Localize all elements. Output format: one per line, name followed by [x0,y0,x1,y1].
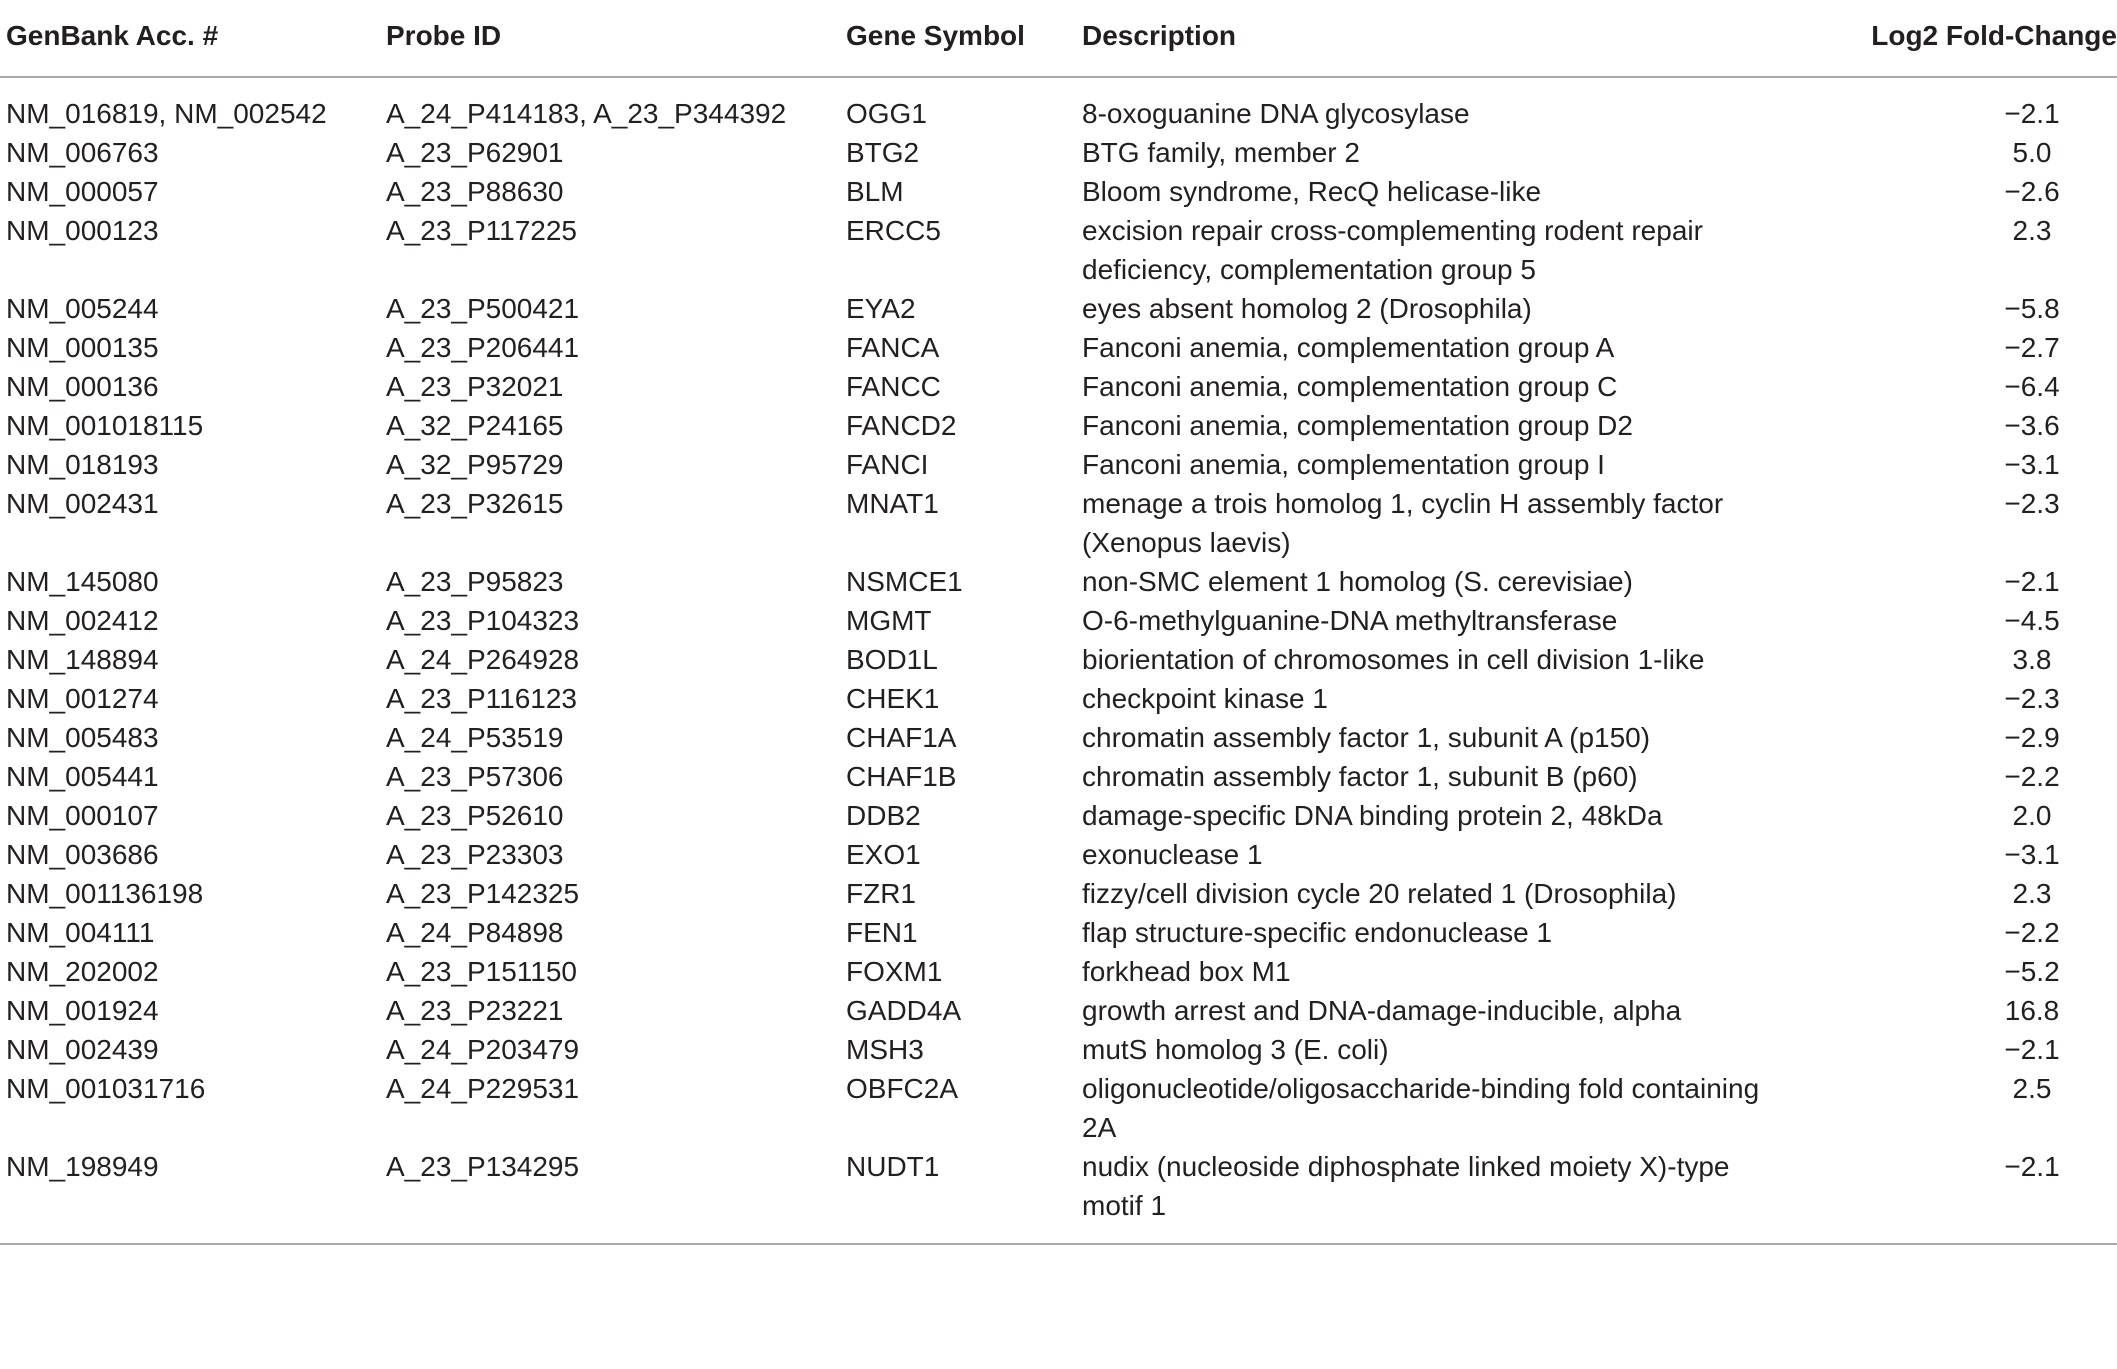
cell-accession: NM_003686 [6,839,159,870]
cell-description: oligonucleotide/oligosaccharide-binding fold containing 2A [1082,1073,1760,1143]
cell-gene-symbol: FOXM1 [846,956,943,987]
cell-probe-id: A_23_P500421 [386,293,580,324]
cell-accession: NM_002412 [6,605,159,636]
cell-gene-symbol: OBFC2A [846,1073,959,1104]
cell-fold-change: −6.4 [2004,371,2060,402]
cell-gene-symbol: FEN1 [846,917,918,948]
cell-probe-id: A_23_P117225 [386,215,577,246]
cell-probe-id: A_23_P151150 [386,956,577,987]
header-gene-symbol: Gene Symbol [840,0,1076,77]
cell-fold-change: 5.0 [2012,137,2052,168]
cell-gene-symbol: FANCC [846,371,941,402]
table-row [0,718,2117,757]
cell-description: damage-specific DNA binding protein 2, 48kDa [1082,800,1663,831]
cell-description: 8-oxoguanine DNA glycosylase [1082,98,1470,129]
header-description: Description [1076,0,1827,77]
cell-accession: NM_001136198 [6,878,204,909]
table-row [0,1069,2117,1147]
cell-accession: NM_016819, NM_002542 [6,98,327,129]
cell-fold-change: −5.2 [2004,956,2060,987]
cell-accession: NM_000135 [6,332,159,363]
cell-probe-id: A_23_P116123 [386,683,577,714]
cell-gene-symbol: EXO1 [846,839,921,870]
cell-fold-change: −2.3 [2004,683,2060,714]
table-row [0,289,2117,328]
cell-description: excision repair cross-complementing rodent repair deficiency, complementation group 5 [1082,215,1703,285]
cell-probe-id: A_23_P32615 [386,488,564,519]
table-row [0,640,2117,679]
cell-description: non-SMC element 1 homolog (S. cerevisiae) [1082,566,1633,597]
table-row [0,991,2117,1030]
header-row [0,0,2117,77]
table-row [0,796,2117,835]
cell-probe-id: A_23_P104323 [386,605,580,636]
cell-probe-id: A_23_P32021 [386,371,564,402]
cell-description: Fanconi anemia, complementation group C [1082,371,1618,402]
cell-gene-symbol: BOD1L [846,644,938,675]
cell-fold-change: −2.7 [2004,332,2060,363]
cell-gene-symbol: NUDT1 [840,1147,1076,1244]
cell-accession: NM_148894 [6,644,159,675]
cell-description: Fanconi anemia, complementation group I [1082,449,1605,480]
cell-probe-id: A_23_P134295 [380,1147,840,1244]
cell-fold-change: 3.8 [2012,644,2052,675]
table-row [0,211,2117,289]
cell-probe-id: A_24_P229531 [386,1073,580,1104]
cell-fold-change: 2.5 [2012,1073,2052,1104]
cell-description: nudix (nucleoside diphosphate linked moiety X)-type motif 1 [1076,1147,1827,1244]
cell-description: menage a trois homolog 1, cyclin H assembly factor (Xenopus laevis) [1082,488,1724,558]
cell-probe-id: A_23_P95823 [386,566,564,597]
cell-probe-id: A_23_P23221 [386,995,564,1026]
cell-fold-change: −2.1 [2004,566,2060,597]
cell-probe-id: A_24_P53519 [386,722,564,753]
cell-fold-change: −2.6 [2004,176,2060,207]
cell-description: growth arrest and DNA-damage-inducible, alpha [1082,995,1682,1026]
cell-gene-symbol: FZR1 [846,878,916,909]
cell-fold-change: 2.0 [2012,800,2052,831]
cell-probe-id: A_23_P52610 [386,800,564,831]
table-row [0,601,2117,640]
cell-fold-change: −5.8 [2004,293,2060,324]
cell-gene-symbol: OGG1 [846,98,927,129]
table-row [0,913,2117,952]
cell-fold-change: −2.2 [2004,917,2060,948]
cell-description: checkpoint kinase 1 [1082,683,1328,714]
cell-accession: NM_005244 [6,293,159,324]
cell-gene-symbol: FANCD2 [846,410,957,441]
table-row [0,679,2117,718]
cell-accession: NM_001924 [6,995,159,1026]
cell-fold-change: −2.1 [2004,1034,2060,1065]
cell-description: Fanconi anemia, complementation group A [1082,332,1615,363]
cell-fold-change: −3.1 [2004,449,2060,480]
cell-description: fizzy/cell division cycle 20 related 1 (Drosophila) [1082,878,1677,909]
cell-probe-id: A_23_P206441 [386,332,580,363]
cell-accession: NM_018193 [6,449,159,480]
cell-gene-symbol: MSH3 [846,1034,924,1065]
cell-gene-symbol: MGMT [846,605,932,636]
cell-accession: NM_001031716 [6,1073,206,1104]
table-row [0,1147,2117,1244]
cell-fold-change: −3.1 [2004,839,2060,870]
cell-accession: NM_005441 [6,761,159,792]
cell-fold-change: −2.9 [2004,722,2060,753]
cell-gene-symbol: MNAT1 [846,488,939,519]
cell-gene-symbol: CHAF1A [846,722,957,753]
cell-probe-id: A_24_P264928 [386,644,580,675]
table-row [0,562,2117,601]
cell-probe-id: A_32_P95729 [386,449,564,480]
table-row [0,952,2117,991]
cell-accession: NM_002431 [6,488,159,519]
cell-accession: NM_202002 [6,956,159,987]
cell-description: biorientation of chromosomes in cell division 1-like [1082,644,1705,675]
cell-gene-symbol: GADD4A [846,995,962,1026]
cell-accession: NM_002439 [6,1034,159,1065]
cell-fold-change: −2.1 [2004,98,2060,129]
table-row [0,367,2117,406]
cell-gene-symbol: BTG2 [846,137,920,168]
cell-description: O-6-methylguanine-DNA methyltransferase [1082,605,1618,636]
cell-accession: NM_000057 [6,176,159,207]
cell-accession: NM_001018115 [6,410,204,441]
table-row [0,835,2117,874]
cell-probe-id: A_23_P142325 [386,878,580,909]
cell-probe-id: A_24_P414183, A_23_P344392 [386,98,787,129]
table-row [0,1030,2117,1069]
cell-fold-change: 16.8 [2004,995,2060,1026]
cell-accession: NM_145080 [6,566,159,597]
table-row [0,172,2117,211]
table-row [0,874,2117,913]
header-accession: GenBank Acc. # [0,0,380,77]
cell-gene-symbol: EYA2 [846,293,916,324]
header-fold-change: Log2 Fold-Change [1827,0,2117,77]
header-probe-id: Probe ID [380,0,840,77]
table-header [0,0,2117,77]
cell-accession: NM_000107 [6,800,159,831]
table-row [0,77,2117,133]
cell-probe-id: A_23_P57306 [386,761,564,792]
cell-gene-symbol: BLM [846,176,904,207]
cell-fold-change: −3.6 [2004,410,2060,441]
cell-fold-change: −2.1 [1827,1147,2117,1244]
cell-accession: NM_005483 [6,722,159,753]
cell-description: exonuclease 1 [1082,839,1263,870]
cell-probe-id: A_32_P24165 [386,410,564,441]
cell-probe-id: A_23_P62901 [386,137,564,168]
cell-fold-change: −2.2 [2004,761,2060,792]
cell-description: Bloom syndrome, RecQ helicase-like [1082,176,1542,207]
cell-gene-symbol: ERCC5 [846,215,941,246]
cell-probe-id: A_24_P203479 [386,1034,580,1065]
cell-accession: NM_000136 [6,371,159,402]
cell-gene-symbol: CHAF1B [846,761,957,792]
cell-accession: NM_001274 [6,683,159,714]
cell-description: forkhead box M1 [1082,956,1291,987]
table-row [0,757,2117,796]
cell-probe-id: A_23_P23303 [386,839,564,870]
cell-accession: NM_004111 [6,917,155,948]
cell-gene-symbol: FANCI [846,449,929,480]
cell-probe-id: A_24_P84898 [386,917,564,948]
cell-fold-change: −4.5 [2004,605,2060,636]
cell-accession: NM_006763 [6,137,159,168]
cell-description: flap structure-specific endonuclease 1 [1082,917,1553,948]
table-row [0,133,2117,172]
cell-description: Fanconi anemia, complementation group D2 [1082,410,1633,441]
table-row [0,406,2117,445]
cell-accession: NM_198949 [0,1147,380,1244]
cell-fold-change: 2.3 [2012,878,2052,909]
table-row [0,484,2117,562]
cell-fold-change: −2.3 [2004,488,2060,519]
cell-fold-change: 2.3 [2012,215,2052,246]
cell-gene-symbol: CHEK1 [846,683,940,714]
cell-description: eyes absent homolog 2 (Drosophila) [1082,293,1532,324]
cell-gene-symbol: NSMCE1 [846,566,963,597]
table-row [0,328,2117,367]
cell-accession: NM_000123 [6,215,159,246]
cell-probe-id: A_23_P88630 [386,176,564,207]
cell-gene-symbol: FANCA [846,332,940,363]
cell-description: mutS homolog 3 (E. coli) [1082,1034,1389,1065]
table-body [0,77,2117,1244]
cell-description: chromatin assembly factor 1, subunit A (p150) [1082,722,1651,753]
cell-description: chromatin assembly factor 1, subunit B (p60) [1082,761,1638,792]
cell-description: BTG family, member 2 [1082,137,1360,168]
cell-gene-symbol: DDB2 [846,800,921,831]
table-row [0,445,2117,484]
